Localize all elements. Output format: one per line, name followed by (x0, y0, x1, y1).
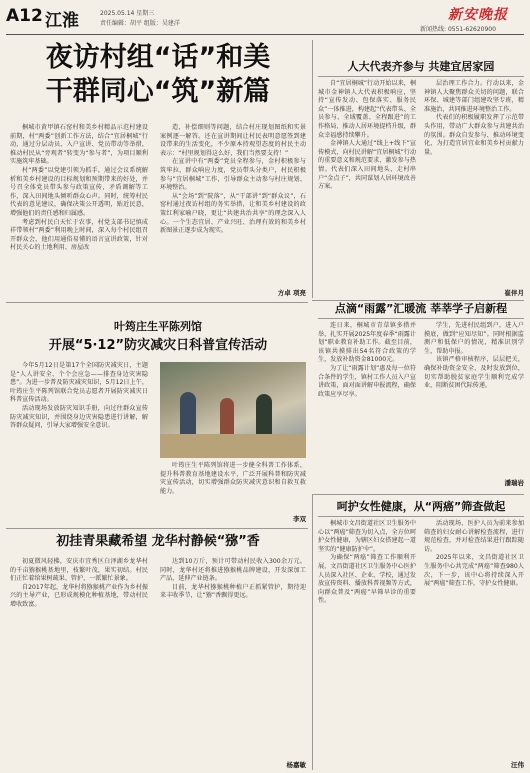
paragraph: 该镇严格审核程序，层层把关，确保补助资金安全、及时发放到位，切实帮助脱贫家庭学生顺利完成学业，阻断贫困代际传递。 (424, 356, 524, 390)
story-memorial-headline-1: 叶筠庄生平陈列馆 (114, 320, 202, 333)
paragraph: 造、补偿细则等问题，结合村庄现划图纸和实景案例逐一解答。还在宣讲期间让村民表明意愿签到建设带来的生活变化，不少原本持观望态度的村民主动表示：“村里规划得这么好，我们当然要支持！” (160, 124, 306, 157)
paragraph: 层治理工作合力。行动以来，金神镇人大聚焦群众关切的问题，联合环保、城建等部门组建攻坚专班，精准施治，共同推进环境整治工作。 (424, 80, 524, 113)
paragraph: 桐城市黄甲镇石窑村和美乡村精品示范村建设前期，村“两委”创新工作方法，结合“宜居桐城”行动，通过分层动员、入户宣讲、党员带动等举措，推动村民从“旁观者”转变为“参与者”，为项目顺利实施筑牢基础。 (10, 124, 148, 166)
issue-date: 2025.05.14 星期三 (100, 10, 155, 17)
paragraph: 初夏微风轻拂，安庆市宜秀区白泽湖乡龙华村的千亩猕猴桃基地里，枝繁叶茂，果实初结。村民们正忙着给果树疏果、管护，一派繁忙景象。 (10, 558, 148, 583)
photo-figure (220, 398, 234, 438)
story-kiwi-author: 杨嘉敏 (286, 761, 306, 769)
story-health-col-2 (424, 520, 524, 589)
event-photo (160, 362, 306, 458)
paragraph: 金神镇人大通过“线上+线下”宣传模式，向村民讲解“宜居桐城”行动的重要意义和规范要求，激发参与热情。代表们深入田间地头、走村串户“金点子”，共同谋划人居环境改善方案。 (318, 140, 416, 191)
story-congress-col-2 (424, 80, 524, 157)
paragraph: 活动现场发放防灾知识手册，向过往群众宣传防灾减灾知识，并围绕身边灾害隐患进行讲解，解答群众疑问，引导大家增强安全意识。 (10, 404, 148, 430)
story-congress-col-1 (318, 80, 416, 192)
story-memorial-col-1 (10, 362, 148, 431)
story-rain-dew-col-2 (424, 322, 524, 391)
story-kiwi-col-2 (160, 558, 306, 601)
lead-author: 方卓 项亮 (277, 289, 306, 297)
paragraph: 连日来，桐城市青草镇多措并举，扎实开展2025年度春季“雨露计划”职业教育补助工作。截至目前，该镇共摸排出54名符合政策的学生，发放补助资金81000元。 (318, 322, 416, 364)
story-congress (318, 40, 524, 298)
paragraph: 达到10万斤，预计可带动村民收入300余万元。同时，龙华村还将推进猕猴桃品牌建设，开发深加工产品，延伸产业链条。 (160, 558, 306, 583)
lead-headline-1: 夜访村组“话”和美 (45, 42, 271, 73)
story-memorial-col-2 (160, 462, 306, 496)
story-kiwi-col-1 (10, 558, 148, 610)
editor-credits: 责任编辑：胡平 组版：吴建洋 (100, 20, 180, 27)
hotline-label: 新闻热线 (420, 26, 445, 33)
paragraph: 从“会场”到“院落”，从“干部讲”到“群众议”，石窑村通过夜访村组的务实举措，让和美乡村建设的政策红利家喻户晓，更让“共建共治共享”的理念深入人心。一个生态宜居、产业兴旺、治理有效的和美乡村新图景正逐步成为现实。 (160, 192, 306, 235)
hotline-number: 0551-62620900 (447, 26, 496, 33)
page-number: A12 (6, 6, 43, 26)
story-kiwi (8, 530, 308, 770)
paragraph: 自2017年起，龙华村将猕猴桃产业作为乡村振兴的主导产业，已形成规模化种植基地，带动村民增收致富。 (10, 583, 148, 608)
lead-story (8, 38, 308, 298)
story-congress-headline: 人大代表齐参与 共建宜居家园 (347, 60, 495, 73)
paragraph: 村“两委”以党建引领为抓手，通过会议系统解析和美乡村建设的目标规划和预期带来的好处，并号召全体党员带头参与政策宣传，矛盾调解等工作，深入田间地头倾听群众心声。同时，统筹村民代表的意见建议，确保决策公开透明，贴近民意，增强他们的责任感和归属感。 (10, 166, 148, 217)
lead-col-2 (160, 124, 306, 236)
story-memorial-author: 李双 (293, 515, 306, 523)
photo-figure (180, 392, 196, 436)
paragraph: 2025年以来，文昌街道社区卫生服务中心共完成“两癌”筛查980人次，下一步，该中心将持续深入开展“两癌”筛查工作，守护女性健康。 (424, 554, 524, 588)
story-memorial (8, 306, 308, 526)
newspaper-logo: 新安晚报 (448, 7, 508, 23)
photo-table (160, 434, 306, 458)
section-name: 江淮 (45, 11, 79, 31)
story-congress-author: 崔伴月 (504, 289, 524, 297)
paragraph: 自“宜居桐城”行动开始以来，桐城市金神镇人大代表积极响应，坚持“宣传发动、包保落实、服务民众”一体推进，构建起“代表带头、全员参与、全域覆盖、全程跟进”的工作格局，推动人居环境提档升级，群众幸福感持续攀升。 (318, 80, 416, 139)
paragraph: 桐城市文昌街道社区卫生服务中心以“两癌”筛查为切入点，全方位呵护女性健康，为辖区妇女搭建起一道坚实的“健康防护伞”。 (318, 520, 416, 553)
story-rain-dew-col-1 (318, 322, 416, 399)
paragraph: 学生，先进村民组到户，进入户摸底，做到“应知尽知”。同时根据监测户和低保户的情况，精准识别学生，帮助申报。 (424, 322, 524, 355)
paragraph: 代表们的积极履职发挥了示范带头作用，带动广大群众参与共建共治的氛围。群众自发参与、推动环境变化，为打造宜居宜业和美乡村贡献力量。 (424, 114, 524, 156)
story-health-author: 汪伟 (511, 761, 524, 769)
story-rain-dew-headline: 点滴“雨露”汇暖流 莘莘学子启新程 (334, 302, 508, 315)
story-memorial-headline-2: 开展“5·12”防灾减灾日科普宣传活动 (48, 338, 268, 353)
story-health-headline: 呵护女性健康，从“两癌”筛查做起 (336, 500, 506, 513)
story-rain-dew (318, 302, 524, 492)
story-kiwi-headline: 初挂青果藏希望 龙华村静候“猕”香 (56, 534, 260, 549)
paragraph: 今年5月12日是第17个全国防灾减灾日，主题是“人人讲安全、个个会应急——排查身边灾害隐患”。为进一步普及防灾减灾知识，5月12日上午，叶筠庄生平陈列馆联合党员志愿者开展防灾减灾日科普宣传活动。 (10, 362, 148, 404)
lead-headline-2: 干群同心“筑”新篇 (45, 76, 271, 107)
lead-col-1 (10, 124, 148, 253)
story-rain-dew-author: 潘瑞岩 (504, 479, 524, 487)
paragraph: 为了让“雨露计划”惠及每一位符合条件的学生，镇村工作人员入户宣讲政策，面对面讲解申报流程，确保政策应享尽享。 (318, 364, 416, 398)
paragraph: 目前，龙华村猕猴桃种植户正抓紧管护，期待迎来丰收季节，让“猕”香飘得更远。 (160, 583, 306, 600)
paragraph: 考虑到村民白天忙于农事，村党支部书记慎成祥带领村“两委”利用晚上时间，深入每个村民组召开群众会，他们用通俗易懂的语言宣讲政策，针对村民关心的土地利用、房屋改 (10, 218, 148, 252)
paragraph: 活动现场，医护人员为前来参加筛查的妇女耐心讲解检查流程，进行规范检查，并对检查结果进行跟踪随访。 (424, 520, 524, 553)
paragraph: 为确保“两癌”筛查工作顺利开展，文昌街道社区卫生服务中心医护人员深入社区、企业、学校，通过发放宣传资料、播放科普视频等方式，向群众普及“两癌”早筛早诊的重要性。 (318, 554, 416, 605)
hotline: 新闻热线: 0551-62620900 (420, 26, 496, 33)
story-health-col-1 (318, 520, 416, 606)
paragraph: 叶筠庄生平陈列馆将进一步健全科普工作体系，提升科普教育基地建设水平，广泛开展科普和防灾减灾宣传活动，切实增强群众防灾减灾意识和自救互救能力。 (160, 462, 306, 495)
paragraph: 在宣讲中有“两委”党员全程参与，金村积极参与筑牢拉，群众响应力度，党员带头分类户，村民积极参与“宜居桐城”工作，引导群众主动参与村庄规划、环境整治。 (160, 158, 306, 192)
story-health (318, 496, 524, 770)
masthead (0, 0, 530, 36)
photo-figure (256, 394, 272, 438)
